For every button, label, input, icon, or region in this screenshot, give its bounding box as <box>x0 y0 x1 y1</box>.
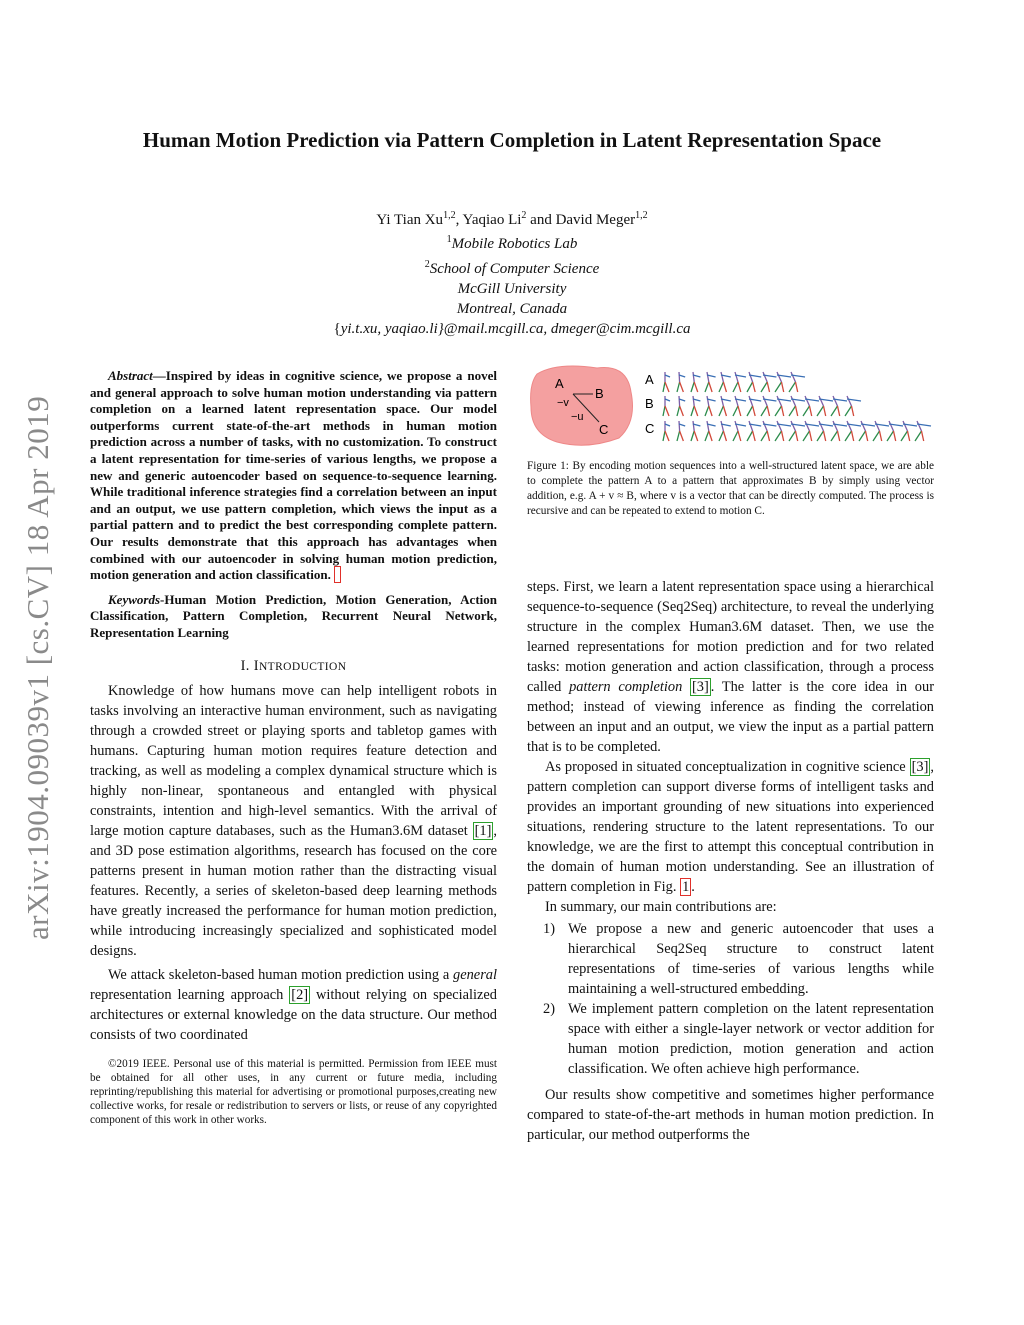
affiliation-3: McGill University <box>457 280 567 297</box>
author-li-sup: 2 <box>521 210 527 221</box>
right-paragraph-2 <box>527 757 934 897</box>
abstract <box>90 368 497 584</box>
skeleton-figure <box>817 421 833 441</box>
figure-1 <box>527 362 937 452</box>
skeleton-figure <box>705 421 716 441</box>
skeleton-figure <box>789 421 805 441</box>
author-xu: Yi Tian Xu <box>376 212 444 228</box>
skeleton-figure <box>789 372 805 392</box>
list-item-text: We propose a new and generic autoencoder that uses a hierarchical Seq2Seq structure to construct latent representations of time-series of various lengths while maintaining a well-structured embedding. <box>568 921 934 997</box>
skeleton-figure <box>691 421 700 441</box>
emails-names: yi.t.xu, yaqiao.li <box>340 321 438 338</box>
skeleton-figure <box>761 372 776 392</box>
intro-paragraph-1 <box>90 681 497 961</box>
abstract-lead: Abstract <box>108 368 153 383</box>
abstract-red-marker <box>334 566 341 583</box>
skeleton-figure <box>747 421 761 441</box>
latent-label-v: −v <box>557 397 569 409</box>
latent-label-u: −u <box>571 411 584 423</box>
skeleton-figure <box>803 396 819 416</box>
skeleton-figure <box>887 421 903 441</box>
list-item-num: 2) <box>543 1001 555 1017</box>
left-column <box>90 368 497 1127</box>
skeleton-figure <box>663 396 670 416</box>
emails-brace-open: { <box>333 321 341 338</box>
abstract-text: —Inspired by ideas in cognitive science, we propose a novel and general approach to solve human motion understanding via pattern completion on a learned latent representation space. Our model outperforms current state-of-the-art methods in human motion prediction across a number of tasks, with no customization. To construct a latent representation for time-series of various lengths, we propose a new and generic autoencoder based on sequence-to-sequence learning. While traditional inference strategies find a correlation between an input and an output, we use pattern completion, which views the input as a partial pattern and to predict the best corresponding complete pattern. Our results demonstrate that this approach has advantages when combined with our autoencoder in solving human motion prediction, motion generation and action classification. <box>90 368 497 583</box>
skeleton-figure <box>691 396 700 416</box>
right-p2-c: . <box>691 879 695 895</box>
list-item-num: 1) <box>543 921 555 937</box>
author-names <box>160 206 864 230</box>
intro-p1-text: Knowledge of how humans move can help intelligent robots in tasks involving an interactive human environment, such as navigating through a crowded street or playing sports and tabletop games with humans. Capturing human motion requires feature detection and tracking, as well as modeling a complex dynamical structure which is highly non-linear, spontaneous and entangled with physical constraints, intention and high-level semantics. With the arrival of large motion capture databases, such as the Human3.6M dataset <box>90 682 497 839</box>
list-item <box>527 919 934 999</box>
skeleton-figure <box>663 421 670 441</box>
paper-title: Human Motion Prediction via Pattern Completion in Latent Representation Space <box>142 128 882 152</box>
section-rest: NTRODUCTION <box>258 660 347 673</box>
right-paragraph-1 <box>527 577 934 757</box>
skeleton-figure <box>677 396 685 416</box>
skeleton-figure <box>859 421 875 441</box>
intro-p2-a: We attack skeleton-based human motion prediction using a <box>108 966 454 983</box>
skeleton-figure <box>775 372 791 392</box>
intro-paragraph-2 <box>90 965 497 1045</box>
skeleton-figure <box>719 372 731 392</box>
affiliation-1-sup: 1 <box>446 234 452 246</box>
skeleton-figure <box>733 421 746 441</box>
affiliation-2 <box>160 255 864 279</box>
right-p1-c: . The latter is the core idea in our method; instead of viewing inference as finding the correlation between an input and an output, we view the input as a partial pattern that is to be completed. <box>527 679 934 755</box>
latent-label-a: A <box>555 376 564 391</box>
skeleton-figure <box>761 396 776 416</box>
skeleton-figure <box>663 372 670 392</box>
skeleton-figure <box>831 396 847 416</box>
author-meger-sup: 1,2 <box>635 210 648 221</box>
affiliation-4: Montreal, Canada <box>456 301 568 318</box>
skeleton-figure <box>873 421 889 441</box>
section-heading-introduction <box>90 656 497 677</box>
skeleton-figure <box>789 396 805 416</box>
right-p2-b: , pattern completion can support diverse forms of intelligent tasks and provides an important grounding of new situations into experienced situations, rendering structure to the latent representations. To our knowledge, we are the first to attempt this conceptual contribution in the domain of human motion understanding. See an illustration of pattern completion in Fig. <box>527 759 934 895</box>
skeleton-figure <box>719 421 731 441</box>
skeleton-figure <box>831 421 847 441</box>
skeleton-figure <box>845 421 861 441</box>
author-xu-sup: 1,2 <box>443 210 456 221</box>
skeleton-figure <box>803 421 819 441</box>
keywords-lead: Keywords <box>108 591 160 607</box>
row-label-a: A <box>645 372 654 387</box>
right-p1-b <box>682 679 690 695</box>
right-p1-a: steps. First, we learn a latent representation space using a hierarchical sequence-to-sequence (Seq2Seq) architecture, to reveal the underlying structure in the complex Human3.6M dataset. Then, we use the learned representations for motion prediction and for two related tasks: motion generation and action classification, through a process called <box>527 579 934 695</box>
keywords-text: -Human Motion Prediction, Motion Generation, Action Classification, Pattern Completion, Recurrent Neural Network, Representation Learning <box>90 591 497 640</box>
intro-p1-end: , and 3D pose estimation algorithms, research has focused on the core patterns present in human motion rather than the distracting visual features. Recently, a series of skeleton-based deep learning methods have greatly increased the performance for human motion prediction, while introducing increasingly specialized and sophisticated model designs. <box>90 822 497 959</box>
figure-1-caption: Figure 1: By encoding motion sequences into a well-structured latent space, we are able to complete the pattern A to a pattern that approximates B by simply using vector addition, e.g. A + v ≈ B, where v is a vector that can be directly computed. The process is recursive and can be repeated to extend to motion C. <box>527 460 934 517</box>
latent-space-blob <box>531 366 633 445</box>
row-label-c: C <box>645 421 655 436</box>
arxiv-stamp: arXiv:1904.09039v1 [cs.CV] 18 Apr 2019 <box>20 395 55 940</box>
author-li: , Yaqiao Li <box>455 212 522 228</box>
skeleton-figure <box>817 396 833 416</box>
emails-domain: }@mail.mcgill.ca, dmeger@cim.mcgill.ca <box>437 321 691 338</box>
author-meger: and David Meger <box>526 212 636 228</box>
author-emails <box>160 319 864 339</box>
skeleton-figure <box>775 396 791 416</box>
keywords <box>90 592 497 642</box>
section-first: I <box>253 657 259 674</box>
skeleton-sequences <box>663 372 931 441</box>
skeleton-figure <box>677 372 685 392</box>
skeleton-figure <box>705 372 716 392</box>
skeleton-figure <box>747 396 761 416</box>
affiliation-2-text: School of Computer Science <box>429 260 600 277</box>
citation-link-2[interactable]: [2] <box>291 986 309 1003</box>
skeleton-figure <box>691 372 700 392</box>
skeleton-figure <box>761 421 776 441</box>
right-paragraph-4: Our results show competitive and sometimes higher performance compared to state-of-the-art methods in human motion prediction. In particular, our method outperforms the <box>527 1087 934 1143</box>
copyright-notice: ©2019 IEEE. Personal use of this material is permitted. Permission from IEEE must be obtained for all other uses, in any current or future media, including reprinting/republishing this material for advertising or promotional purposes,creating new collective works, for resale or redistribution to servers or lists, or reuse of any copyrighted component of this work in other works. <box>90 1057 497 1126</box>
skeleton-figure <box>901 421 917 441</box>
skeleton-figure <box>719 396 731 416</box>
skeleton-figure <box>677 421 685 441</box>
right-p1-em: pattern completion <box>569 679 683 695</box>
skeleton-figure <box>733 372 746 392</box>
right-column <box>527 577 934 1145</box>
skeleton-figure <box>733 396 746 416</box>
latent-label-c: C <box>599 422 609 437</box>
skeleton-figure <box>705 396 716 416</box>
list-item-text: We implement pattern completion on the latent representation space with either a single-layer network or vector addition for human motion prediction, motion generation and action classification. We often achieve high performance. <box>568 1001 934 1077</box>
intro-p2-c: without relying on specialized architectures or external knowledge on the data structure. Our method consists of two coordinated <box>90 986 497 1043</box>
citation-link-3b[interactable]: [3] <box>911 759 929 775</box>
row-label-b: B <box>645 396 654 411</box>
affiliation-2-sup: 2 <box>424 258 430 270</box>
skeleton-figure <box>775 421 791 441</box>
skeleton-figure <box>845 396 861 416</box>
latent-label-b: B <box>595 386 604 401</box>
figure-1-svg <box>527 362 937 452</box>
affiliation-1-text: Mobile Robotics Lab <box>451 236 578 253</box>
contributions-list <box>527 919 934 1079</box>
figure-ref-link[interactable]: 1 <box>682 879 690 895</box>
citation-link-3[interactable]: [3] <box>692 679 709 695</box>
citation-link-1[interactable]: [1] <box>474 822 492 839</box>
section-num: I. <box>240 657 254 674</box>
list-item <box>527 999 934 1079</box>
intro-p2-em: general <box>453 966 497 983</box>
intro-p2-b: representation learning approach <box>90 986 290 1003</box>
skeleton-figure <box>747 372 761 392</box>
author-block <box>160 206 864 340</box>
affiliation-1 <box>160 230 864 254</box>
right-paragraph-3: In summary, our main contributions are: <box>545 899 777 915</box>
skeleton-figure <box>915 421 931 441</box>
right-p2-a: As proposed in situated conceptualization in cognitive science <box>545 759 910 775</box>
